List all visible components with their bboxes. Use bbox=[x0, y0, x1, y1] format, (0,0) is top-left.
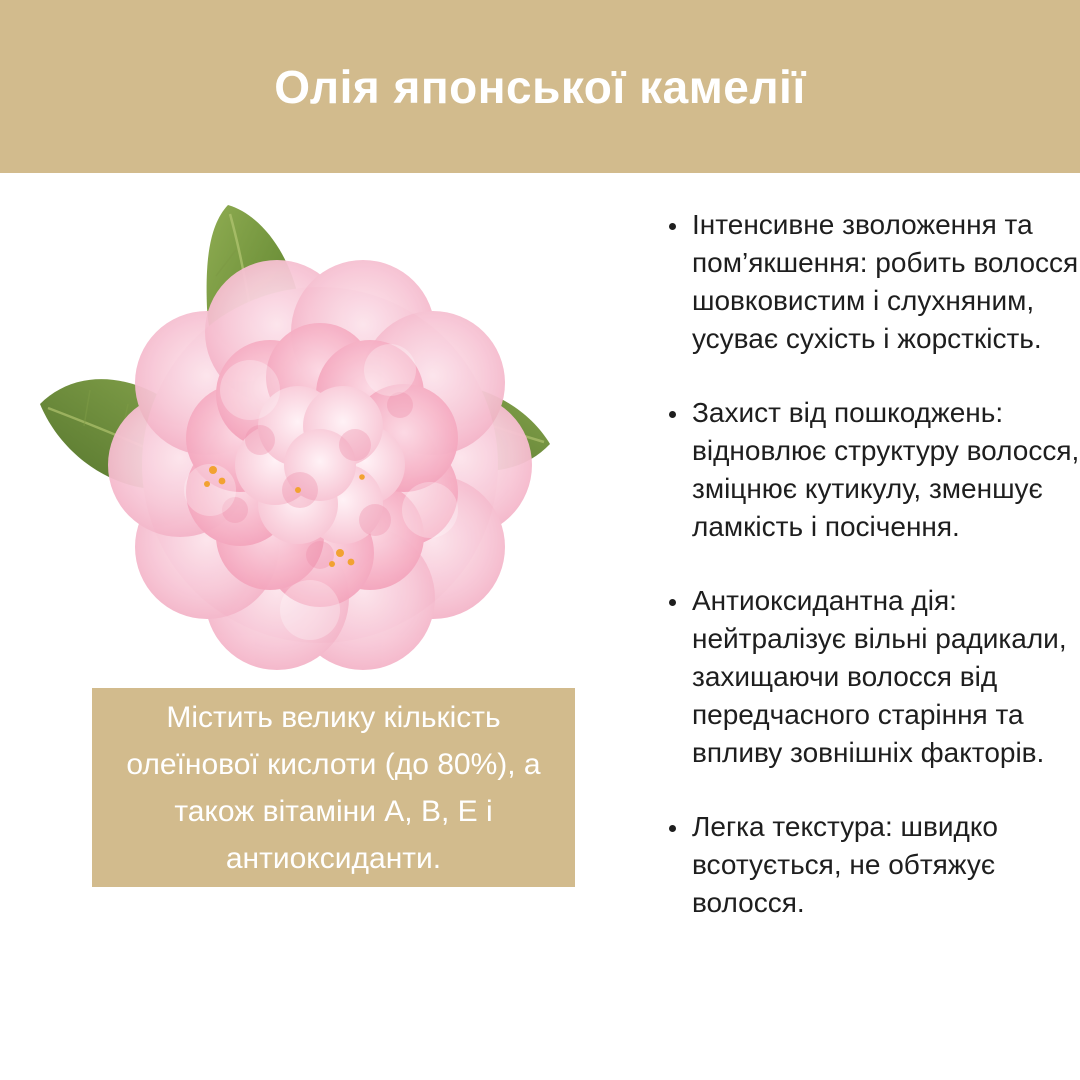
benefit-item: • Легка текстура: швидко всотується, не обтяжує волосся. bbox=[690, 808, 1080, 922]
camellia-flower-illustration bbox=[10, 190, 630, 690]
benefit-item: • Антиоксидантна дія: нейтралізує вільні радикали, захищаючи волосся від передчасного старіння та впливу зовнішніх факторів. bbox=[690, 582, 1080, 772]
benefits-list bbox=[656, 206, 1080, 958]
page-title: Олія японської камелії bbox=[274, 60, 806, 113]
caption-text: Містить велику кількість олеїнової кислоти (до 80%), а також вітаміни A, B, E і антиоксиданти. bbox=[126, 700, 541, 875]
header-banner bbox=[0, 0, 1080, 173]
flower-petals bbox=[108, 260, 532, 670]
benefit-item: • Захист від пошкоджень: відновлює структуру волосся, зміцнює кутикулу, зменшує ламкість і посічення. bbox=[690, 394, 1080, 546]
benefit-item: • Інтенсивне зволоження та пом’якшення: робить волосся шовковистим і слухняним, усуває сухість і жорсткість. bbox=[690, 206, 1080, 358]
caption-box bbox=[92, 688, 575, 887]
camellia-flower-image bbox=[10, 190, 630, 690]
